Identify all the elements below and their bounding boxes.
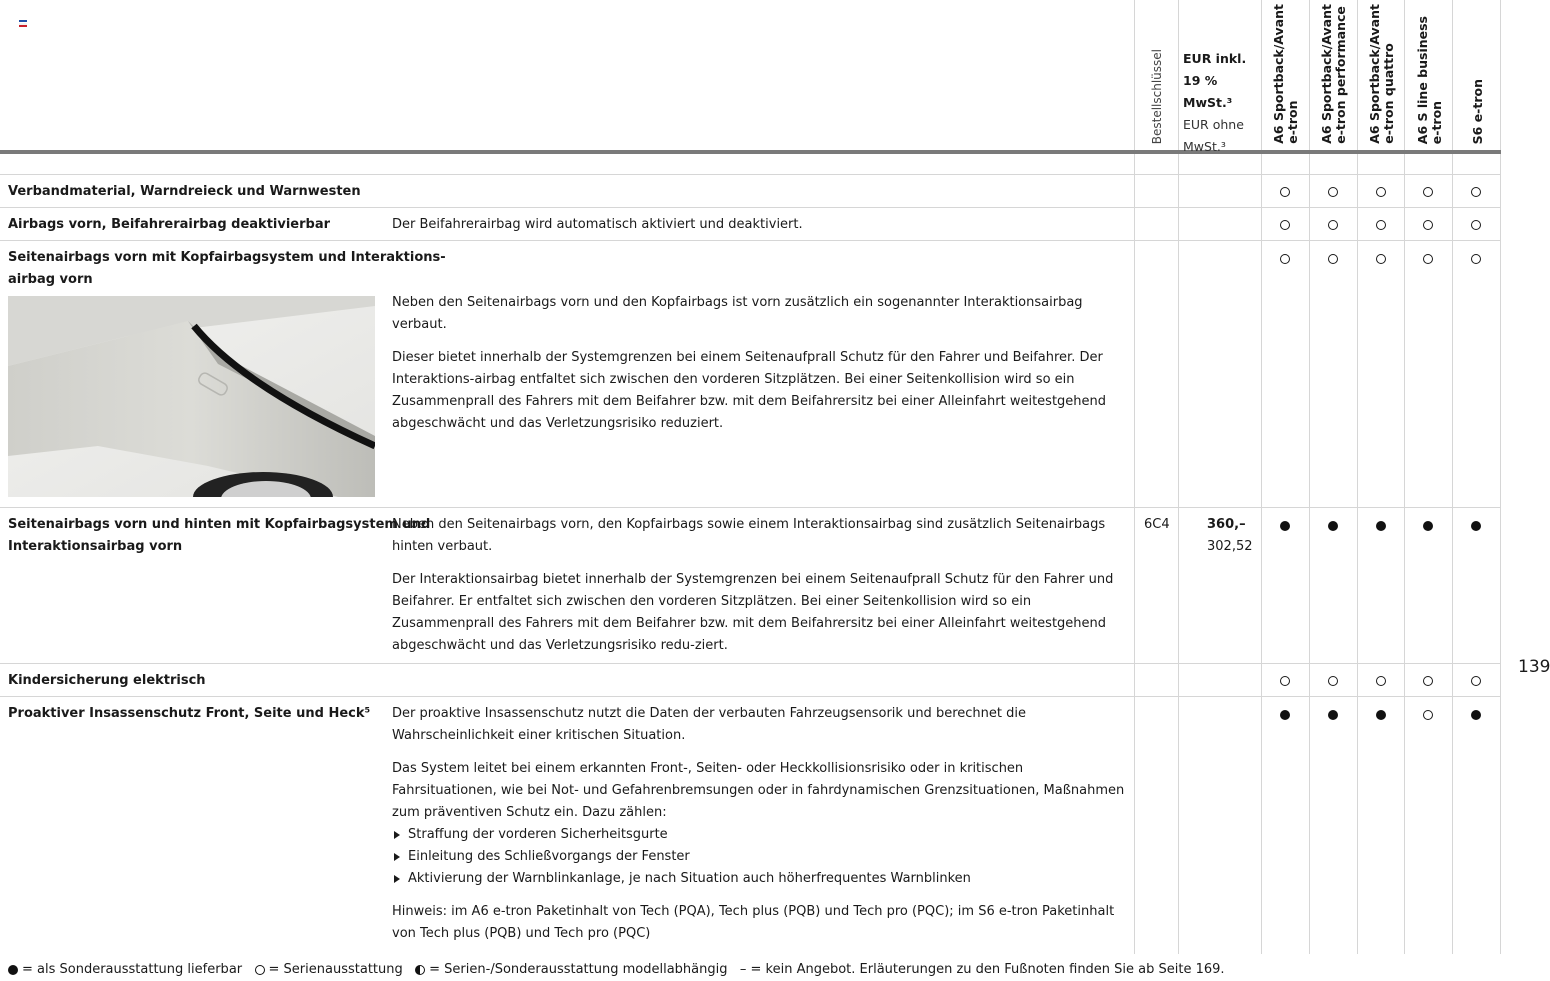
optional-equipment-dot-icon	[1376, 710, 1386, 720]
row-title	[8, 247, 446, 291]
standard-equipment-circle-icon	[1376, 220, 1386, 230]
optional-equipment-dot-icon	[1328, 521, 1338, 531]
standard-equipment-circle-icon	[1471, 254, 1481, 264]
row-title: Airbags vorn, Beifahrerairbag deaktivierbar	[8, 217, 331, 232]
optional-equipment-dot-icon	[1471, 710, 1481, 720]
price-gross-header-2: 19 % MwSt.³	[1183, 73, 1233, 110]
row-divider	[0, 507, 1501, 508]
row-title	[8, 514, 430, 558]
standard-equipment-circle-icon	[1471, 676, 1481, 686]
standard-equipment-circle-icon	[1423, 254, 1433, 264]
half-dot-icon	[415, 965, 425, 975]
airbag-photo	[8, 296, 375, 497]
bullet-item: Aktivierung der Warnblinkanlage, je nach Situation auch höherfrequentes Warnblinken	[392, 868, 1132, 890]
row-title-line: Seitenairbags vorn mit Kopfairbagsystem und Interaktions-	[8, 250, 446, 265]
standard-equipment-circle-icon	[1376, 254, 1386, 264]
legend	[8, 960, 1225, 981]
open-dot-icon	[255, 965, 265, 975]
column-divider	[1404, 0, 1405, 954]
optional-equipment-dot-icon	[1376, 521, 1386, 531]
price-header	[1183, 48, 1263, 158]
optional-equipment-dot-icon	[1328, 710, 1338, 720]
standard-equipment-circle-icon	[1280, 220, 1290, 230]
row-title-line: airbag vorn	[8, 272, 93, 287]
column-divider	[1452, 0, 1453, 954]
legend-half: = Serien-/Sonderausstattung modellabhängig	[429, 962, 728, 977]
column-divider	[1178, 0, 1179, 954]
column-divider	[1134, 0, 1135, 954]
model-header-a6-s-line: A6 S line business e-tron	[1415, 15, 1444, 144]
standard-equipment-circle-icon	[1280, 254, 1290, 264]
row-title-line: Interaktionsairbag vorn	[8, 539, 183, 554]
optional-equipment-dot-icon	[1471, 521, 1481, 531]
filled-dot-icon	[8, 965, 18, 975]
optional-equipment-dot-icon	[1423, 521, 1433, 531]
standard-equipment-circle-icon	[1423, 220, 1433, 230]
description-paragraph: Dieser bietet innerhalb der Systemgrenzen bei einem Seitenaufprall Schutz für den Fahrer und Beifahrer. Der Interaktions-airbag entfaltet sich zwischen den vorderen Sitzplätzen. Bei einer Seitenkollision wird so ein Zusammenprall des Fahrers mit dem Beifahrer bzw. mit dem Beifahrersitz bei einer Alleinfahrt weitestgehend abgeschwächt und das Verletzungsrisiko reduziert.	[392, 350, 1107, 431]
optional-equipment-dot-icon	[1280, 521, 1290, 531]
page-number: 139	[1518, 657, 1550, 677]
column-divider	[1500, 0, 1501, 954]
order-code: 6C4	[1144, 517, 1170, 532]
row-divider	[0, 207, 1501, 208]
price-net: 302,52	[1207, 539, 1253, 554]
model-header-s6: S6 e-tron	[1470, 78, 1485, 144]
standard-equipment-circle-icon	[1328, 187, 1338, 197]
price-gross: 360,–	[1207, 517, 1246, 532]
row-title-line: Seitenairbags vorn und hinten mit Kopfairbagsystem und	[8, 517, 431, 532]
standard-equipment-circle-icon	[1376, 676, 1386, 686]
standard-equipment-circle-icon	[1328, 676, 1338, 686]
row-description	[392, 703, 1132, 956]
model-header-a6-performance: A6 Sportback/Avant e-tron performance	[1319, 4, 1348, 144]
bullet-item: Straffung der vorderen Sicherheitsgurte	[392, 824, 1132, 846]
language-flag-icon[interactable]	[19, 20, 27, 27]
column-divider	[1357, 0, 1358, 954]
standard-equipment-circle-icon	[1328, 254, 1338, 264]
row-description	[392, 514, 1132, 668]
price-net-header-1: EUR ohne	[1183, 117, 1244, 132]
row-divider	[0, 174, 1501, 175]
row-title: Proaktiver Insassenschutz Front, Seite und Heck⁵	[8, 706, 371, 721]
standard-equipment-circle-icon	[1471, 187, 1481, 197]
standard-equipment-circle-icon	[1471, 220, 1481, 230]
row-description	[392, 292, 1132, 446]
standard-equipment-circle-icon	[1328, 220, 1338, 230]
price-gross-header-1: EUR inkl.	[1183, 51, 1247, 66]
row-title: Verbandmaterial, Warndreieck und Warnwesten	[8, 184, 361, 199]
description-paragraph: Der Interaktionsairbag bietet innerhalb der Systemgrenzen bei einem Seitenaufprall Schutz für den Fahrer und Beifahrer. Er entfaltet sich zwischen den vorderen Sitzplätzen. Bei einer Seitenkollision wird so ein Zusammenprall des Fahrers mit dem Beifahrer bzw. mit dem Beifahrersitz bei einer Alleinfahrt weitestgehend abgeschwächt und das Verletzungsrisiko redu-ziert.	[392, 572, 1114, 653]
model-header-a6: A6 Sportback/Avant e-tron	[1271, 4, 1300, 144]
standard-equipment-circle-icon	[1280, 676, 1290, 686]
legend-open: = Serienausstattung	[268, 962, 403, 977]
order-key-header: Bestellschlüssel	[1150, 48, 1164, 144]
description-paragraph: Neben den Seitenairbags vorn und den Kopfairbags ist vorn zusätzlich ein sogenannter Interaktionsairbag verbaut.	[392, 295, 1083, 332]
price-net-header-2: MwSt.³	[1183, 139, 1226, 154]
airbag-pillar-image	[8, 296, 375, 497]
row-title: Kindersicherung elektrisch	[8, 673, 206, 688]
description-paragraph: Neben den Seitenairbags vorn, den Kopfairbags sowie einem Interaktionsairbag sind zusätzlich Seitenairbags hinten verbaut.	[392, 517, 1106, 554]
description-paragraph: Das System leitet bei einem erkannten Front-, Seiten- oder Heckkollisionsrisiko oder in kritischen Fahrsituationen, wie bei Not- und Gefahrenbremsungen oder in fahrdynamischen Grenzsituationen, Maßnahmen zum präventiven Schutz ein. Dazu zählen:	[392, 761, 1125, 820]
legend-filled: = als Sonderausstattung lieferbar	[22, 962, 243, 977]
row-divider	[0, 240, 1501, 241]
header-rule	[0, 150, 1501, 154]
bullet-item: Einleitung des Schließvorgangs der Fenster	[392, 846, 1132, 868]
row-divider	[0, 696, 1501, 697]
optional-equipment-dot-icon	[1280, 710, 1290, 720]
standard-equipment-circle-icon	[1423, 676, 1433, 686]
column-divider	[1309, 0, 1310, 954]
standard-equipment-circle-icon	[1376, 187, 1386, 197]
description-paragraph: Der proaktive Insassenschutz nutzt die Daten der verbauten Fahrzeugsensorik und berechnet die Wahrscheinlichkeit einer kritischen Situation.	[392, 706, 1026, 743]
description-paragraph: Hinweis: im A6 e-tron Paketinhalt von Tech (PQA), Tech plus (PQB) und Tech pro (PQC); im S6 e-tron Paketinhalt von Tech plus (PQB) und Tech pro (PQC)	[392, 904, 1115, 941]
legend-rest: – = kein Angebot. Erläuterungen zu den Fußnoten finden Sie ab Seite 169.	[739, 962, 1225, 977]
row-description: Der Beifahrerairbag wird automatisch aktiviert und deaktiviert.	[392, 217, 803, 232]
standard-equipment-circle-icon	[1423, 710, 1433, 720]
standard-equipment-circle-icon	[1423, 187, 1433, 197]
standard-equipment-circle-icon	[1280, 187, 1290, 197]
model-header-a6-quattro: A6 Sportback/Avant e-tron quattro	[1367, 4, 1396, 144]
